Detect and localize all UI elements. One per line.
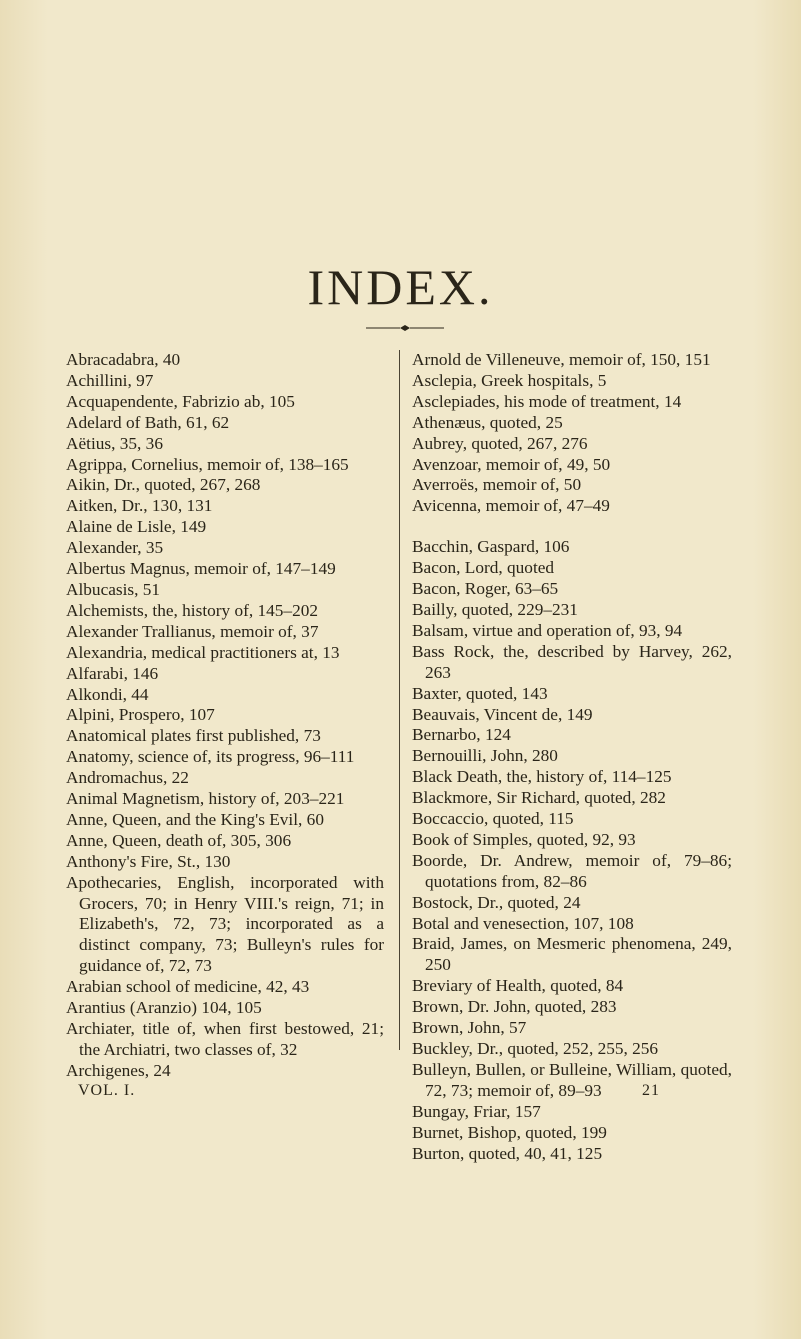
index-entry: Alfarabi, 146 xyxy=(66,663,159,683)
index-entry: Aubrey, quoted, 267, 276 xyxy=(412,433,588,453)
index-entry: Athenæus, quoted, 25 xyxy=(412,412,563,432)
index-entry: Book of Simples, quoted, 92, 93 xyxy=(412,829,636,849)
index-entry: Agrippa, Cornelius, memoir of, 138–165 xyxy=(66,454,349,474)
index-entry: Arnold de Villeneuve, memoir of, 150, 151 xyxy=(412,350,711,369)
index-entry: Alchemists, the, history of, 145–202 xyxy=(66,600,318,620)
index-entry: Baxter, quoted, 143 xyxy=(412,683,548,703)
index-entry: Bernarbo, 124 xyxy=(412,725,511,745)
index-column-left xyxy=(66,350,384,1082)
page-title: INDEX. xyxy=(307,259,494,315)
index-entry: Bass Rock, the, described by Harvey, 262, 263 xyxy=(412,641,732,682)
index-entry: Buckley, Dr., quoted, 252, 255, 256 xyxy=(412,1039,659,1058)
index-entry: Boorde, Dr. Andrew, memoir of, 79–86; quotations from, 82–86 xyxy=(412,850,732,891)
index-entry: Bungay, Friar, 157 xyxy=(412,1101,541,1121)
index-entry: Anatomy, science of, its progress, 96–111 xyxy=(66,747,355,767)
index-entry: Bulleyn, Bullen, or Bulleine, William, quoted, 72, 73; memoir of, 89–93 xyxy=(412,1059,732,1100)
index-entry: Anthony's Fire, St., 130 xyxy=(66,851,231,871)
index-entry: Bailly, quoted, 229–231 xyxy=(412,599,578,619)
index-entry: Alexander Trallianus, memoir of, 37 xyxy=(66,621,319,641)
index-entry: Albertus Magnus, memoir of, 147–149 xyxy=(66,559,336,579)
index-entry: Burnet, Bishop, quoted, 199 xyxy=(412,1122,607,1142)
index-entry: Alpini, Prospero, 107 xyxy=(66,705,215,725)
index-entry: Apothecaries, English, incorporated with Grocers, 70; in Henry VIII.'s reign, 71; in Elizabeth's, 72, 73; incorporated as a distinct company, 73; Bulleyn's rules for guidance of, 72, 73 xyxy=(66,872,384,976)
index-entry: Anatomical plates first published, 73 xyxy=(66,726,321,746)
letter-break xyxy=(412,517,732,537)
index-entry: Anne, Queen, and the King's Evil, 60 xyxy=(66,809,324,829)
index-entry: Aikin, Dr., quoted, 267, 268 xyxy=(66,475,261,495)
index-entry: Alaine de Lisle, 149 xyxy=(66,517,207,537)
index-entry: Archigenes, 24 xyxy=(66,1060,171,1080)
index-entry: Andromachus, 22 xyxy=(66,768,189,788)
index-entry: Arabian school of medicine, 42, 43 xyxy=(66,977,310,997)
index-entry: Animal Magnetism, history of, 203–221 xyxy=(66,789,345,809)
index-entry: Burton, quoted, 40, 41, 125 xyxy=(412,1143,603,1163)
index-entry: Bacon, Roger, 63–65 xyxy=(412,579,559,599)
index-entry: Breviary of Health, quoted, 84 xyxy=(412,976,624,996)
index-entry: Black Death, the, history of, 114–125 xyxy=(412,767,672,787)
volume-signature: VOL. I. xyxy=(78,1082,136,1099)
index-entry: Alkondi, 44 xyxy=(66,684,149,704)
index-entry: Aitken, Dr., 130, 131 xyxy=(66,496,213,516)
index-entry: Botal and venesection, 107, 108 xyxy=(412,913,634,933)
index-entry: Avicenna, memoir of, 47–49 xyxy=(412,496,610,516)
index-entry: Alexandria, medical practitioners at, 13 xyxy=(66,642,340,662)
index-entry: Asclepiades, his mode of treatment, 14 xyxy=(412,391,682,411)
index-entry: Bostock, Dr., quoted, 24 xyxy=(412,892,581,912)
index-entry: Acquapendente, Fabrizio ab, 105 xyxy=(66,391,295,411)
index-entry: Adelard of Bath, 61, 62 xyxy=(66,412,230,432)
index-entry: Albucasis, 51 xyxy=(66,579,161,599)
index-entry: Brown, John, 57 xyxy=(412,1018,527,1038)
index-entry: Blackmore, Sir Richard, quoted, 282 xyxy=(412,788,666,808)
index-entry: Boccaccio, quoted, 115 xyxy=(412,809,574,829)
index-entry: Beauvais, Vincent de, 149 xyxy=(412,704,593,724)
index-entry: Bacchin, Gaspard, 106 xyxy=(412,537,570,557)
index-entry: Bacon, Lord, quoted xyxy=(412,558,555,578)
index-entry: Brown, Dr. John, quoted, 283 xyxy=(412,997,617,1017)
index-entry: Arantius (Aranzio) 104, 105 xyxy=(66,998,262,1018)
index-entry: Balsam, virtue and operation of, 93, 94 xyxy=(412,620,683,640)
index-entry: Asclepia, Greek hospitals, 5 xyxy=(412,370,607,390)
index-entry: Alexander, 35 xyxy=(66,538,164,558)
index-entry: Braid, James, on Mesmeric phenomena, 249, 250 xyxy=(412,934,732,975)
index-entry: Abracadabra, 40 xyxy=(66,350,181,369)
index-entry: Archiater, title of, when first bestowed, 21; the Archiatri, two classes of, 32 xyxy=(66,1019,384,1059)
index-entry: Bernouilli, John, 280 xyxy=(412,746,558,766)
index-entry: Aëtius, 35, 36 xyxy=(66,433,163,453)
ornament-rule-icon xyxy=(366,323,444,333)
signature-number: 21 xyxy=(642,1082,660,1099)
index-entry: Anne, Queen, death of, 305, 306 xyxy=(66,830,292,850)
index-entry: Avenzoar, memoir of, 49, 50 xyxy=(412,454,611,474)
index-entry: Achillini, 97 xyxy=(66,370,154,390)
index-entry: Averroës, memoir of, 50 xyxy=(412,475,582,495)
